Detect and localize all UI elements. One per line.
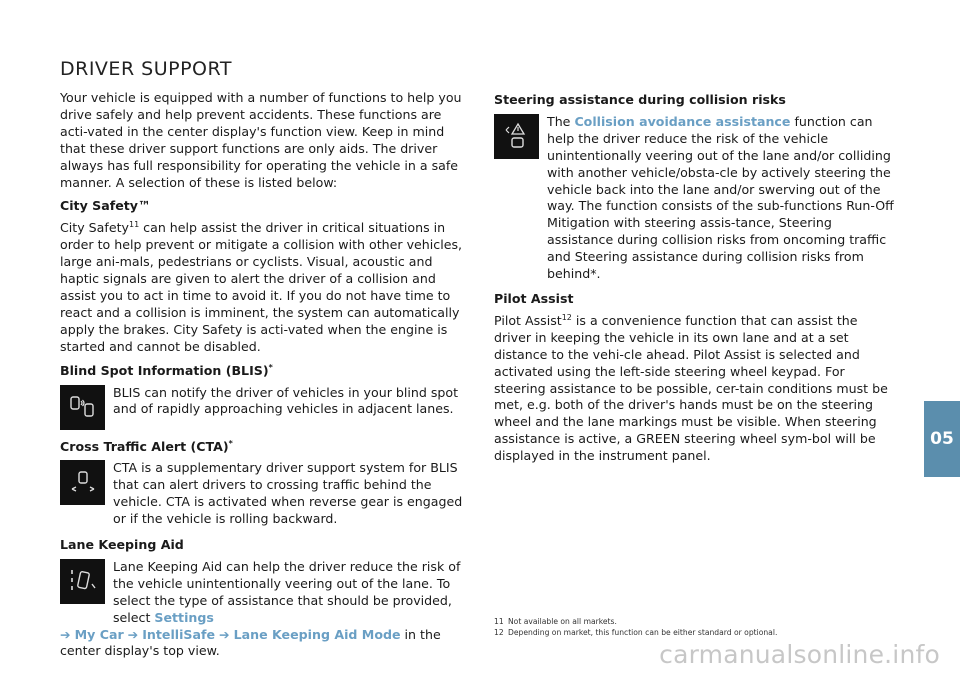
city-safety-heading: City Safety™: [60, 198, 151, 214]
blis-heading: [60, 363, 464, 380]
collision-avoidance-icon: [494, 114, 539, 159]
city-safety-text: can help assist the driver in critical situations in order to help prevent or mitigate a collision with other vehicles, large ani-mals, pedestrians or cyclists. Visual, acoustic and haptic signals are given to alert the driver of a collision and assist you to act in time to avoid it. If you do not have time to react and a collision is imminent, the system can automatically apply the brakes. City Safety is acti-vated when the engine is started and cannot be disabled.: [60, 220, 463, 354]
footnote-text: Depending on market, this function can be either standard or optional.: [508, 627, 778, 637]
pilot-assist-heading: Pilot Assist: [494, 290, 574, 306]
right-column: [494, 92, 898, 465]
steering-heading: Steering assistance during collision risks: [494, 92, 786, 107]
city-safety-paragraph: [60, 220, 464, 355]
pilot-assist-paragraph: [494, 313, 898, 465]
lka-text-body: Lane Keeping Aid can help the driver reduce the risk of the vehicle unintentionally veering out of the lane. To select the type of assistance that should be provided, select: [113, 558, 461, 625]
collision-avoidance-link[interactable]: Collision avoidance assistance: [574, 113, 791, 129]
steering-text: [547, 114, 898, 283]
blis-heading-text: Blind Spot Information (BLIS): [60, 362, 269, 378]
steering-body: function can help the driver reduce the risk of the vehicle unintentionally veering out of the lane and/or colliding with another vehicle/obsta-cle by actively steering the vehicle back into the lane and/or swerving out of the way. The function consists of the sub-functions Run-Off Mitigation with steering assis-tance, Steering assistance during collision risks from oncoming traffic and Steering assistance during collision risks from behind*.: [547, 113, 894, 282]
arrow-right-icon: ➔: [60, 626, 71, 642]
cta-text: CTA is a supplementary driver support system for BLIS that can alert drivers to crossing traffic behind the vehicle. CTA is activated when reverse gear is engaged or if the vehicle is rolling backward.: [113, 460, 463, 527]
cta-block: [60, 460, 464, 528]
steering-pre: The: [547, 113, 575, 129]
pilot-assist-text: is a convenience function that can assist the driver in keeping the vehicle in its own lane and at a set distance to the vehi-cle ahead. Pilot Assist is selected and activated using the left-side steering wheel keypad. For steering assistance to be possible, cer-tain conditions must be met, e.g. both of the driver's hands must be on the steering wheel and the lane markings must be visible. When steering assistance is active, a GREEN steering wheel sym-bol will be displayed in the instrument panel.: [494, 312, 888, 464]
footnotes: [494, 617, 777, 638]
lka-block: [60, 559, 464, 627]
blis-block: [60, 385, 464, 430]
lka-heading: Lane Keeping Aid: [60, 537, 184, 553]
intro-paragraph: Your vehicle is equipped with a number of functions to help you drive safely and help prevent accidents. These functions are acti-vated in the center display's function view. Keep in mind that these driver support functions are only aids. The driver always has full responsibility for operating the vehicle in a safe manner. A selection of these is listed below:: [60, 90, 462, 190]
footnote-12: [494, 628, 777, 639]
cta-heading: [60, 439, 464, 456]
cross-traffic-icon: [60, 460, 105, 505]
cta-star: *: [228, 438, 233, 448]
lka-tail-text: in the center display's top view.: [60, 626, 441, 659]
blis-text: BLIS can notify the driver of vehicles in your blind spot and of rapidly approaching vehicles in adjacent lanes.: [113, 384, 459, 417]
my-car-link[interactable]: My Car: [74, 626, 124, 642]
arrow-right-icon: ➔: [219, 626, 230, 642]
footnote-ref-12: 12: [561, 312, 572, 322]
pilot-assist-name: Pilot Assist: [494, 312, 562, 328]
watermark: carmanualsonline.info: [659, 640, 940, 669]
intellisafe-link[interactable]: IntelliSafe: [142, 626, 216, 642]
blis-star: *: [268, 362, 273, 372]
page-title: DRIVER SUPPORT: [60, 58, 232, 80]
cta-heading-text: Cross Traffic Alert (CTA): [60, 438, 229, 454]
lka-text: [113, 559, 464, 627]
arrow-right-icon: ➔: [127, 626, 139, 642]
lane-keeping-icon: [60, 559, 105, 604]
lane-keeping-aid-mode-link[interactable]: Lane Keeping Aid Mode: [233, 626, 401, 642]
settings-link[interactable]: Settings: [154, 609, 214, 625]
chapter-tab[interactable]: 05: [924, 401, 960, 477]
footnote-number: 12: [494, 627, 504, 637]
lka-path-line: [60, 627, 464, 661]
footnote-11: [494, 617, 777, 628]
steering-block: [494, 114, 898, 283]
city-safety-name: City Safety: [60, 220, 129, 236]
footnote-number: 11: [494, 617, 504, 626]
blind-spot-icon: [60, 385, 105, 430]
footnote-text: Not available on all markets.: [508, 617, 617, 626]
left-column: [60, 90, 464, 660]
footnote-ref-11: 11: [128, 220, 140, 230]
